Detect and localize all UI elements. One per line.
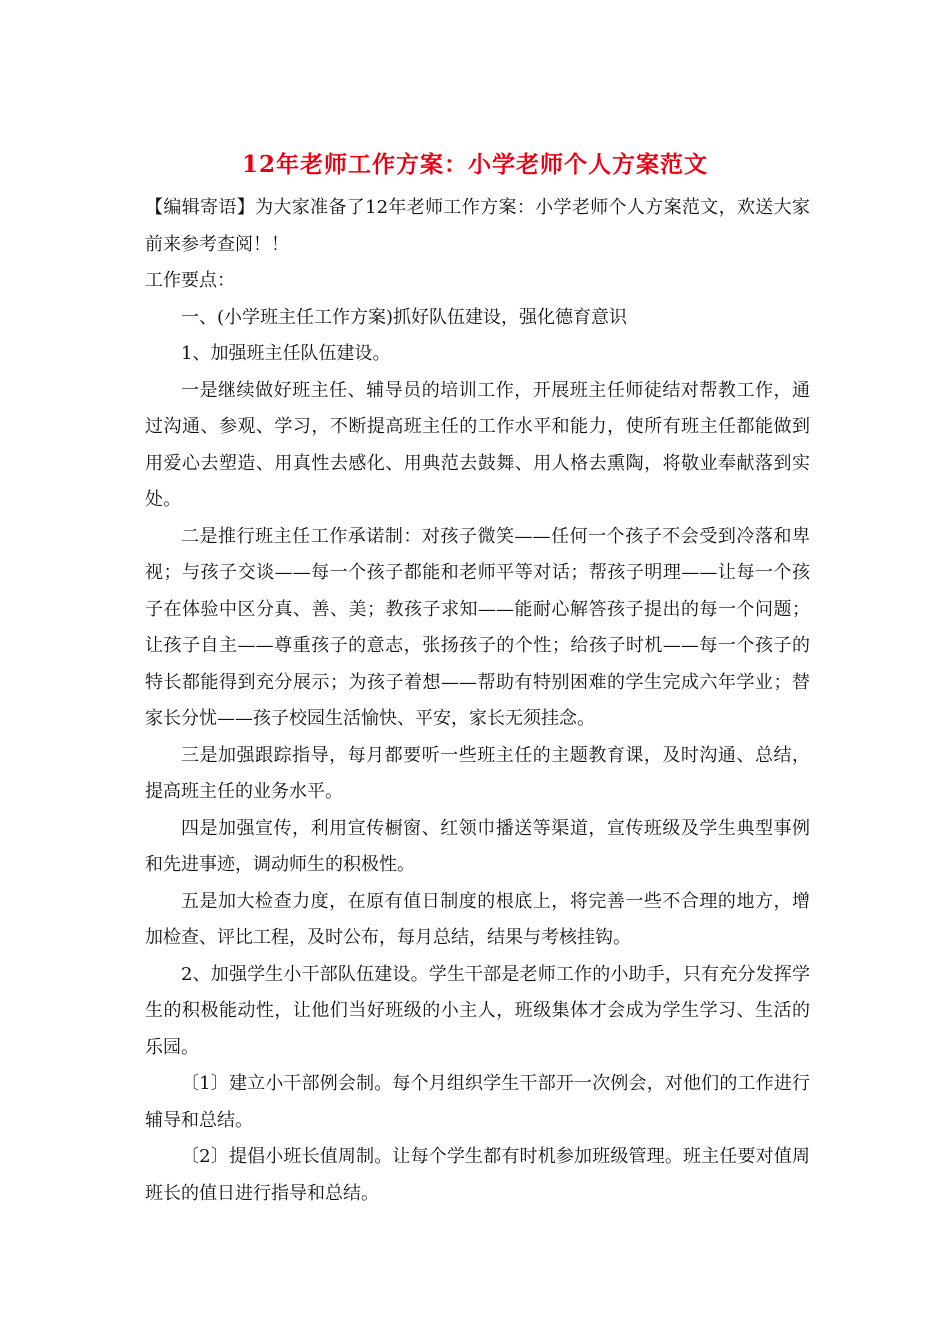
section-heading-1: 一、(小学班主任工作方案)抓好队伍建设，强化德育意识 (181, 306, 628, 328)
document-body (145, 190, 810, 1212)
document-title: 12年老师工作方案：小学老师个人方案范文 (241, 151, 708, 178)
editor-note-paragraph: 【编辑寄语】为大家准备了12年老师工作方案：小学老师个人方案范文，欢送大家前来参考查阅！！ (145, 197, 810, 255)
body-paragraph: 二是推行班主任工作承诺制：对孩子微笑——任何一个孩子不会受到冷落和卑视；与孩子交谈——每一个孩子都能和老师平等对话；帮孩子明理——让每一个孩子在体验中区分真、善、美；教孩子求知——能耐心解答孩子提出的每一个问题；让孩子自主——尊重孩子的意志，张扬孩子的个性；给孩子时机——每一个孩子的特长都能得到充分展示；为孩子着想——帮助有特别困难的学生完成六年学业；替家长分忧——孩子校园生活愉快、平安，家长无须挂念。 (145, 525, 810, 729)
body-paragraph: 四是加强宣传，利用宣传橱窗、红领巾播送等渠道，宣传班级及学生典型事例和先进事迹，调动师生的积极性。 (145, 817, 810, 875)
body-paragraph: 五是加大检查力度，在原有值日制度的根底上，将完善一些不合理的地方，增加检查、评比工程，及时公布，每月总结，结果与考核挂钩。 (145, 890, 810, 948)
work-points-heading: 工作要点： (145, 270, 235, 291)
body-paragraph: 一是继续做好班主任、辅导员的培训工作，开展班主任师徒结对帮教工作，通过沟通、参观、学习，不断提高班主任的工作水平和能力，使所有班主任都能做到用爱心去塑造、用真性去感化、用典范去鼓舞、用人格去熏陶，将敬业奉献落到实处。 (145, 379, 810, 510)
subsection-heading-2: 2、加强学生小干部队伍建设。学生干部是老师工作的小助手，只有充分发挥学生的积极能动性，让他们当好班级的小主人，班级集体才会成为学生学习、生活的乐园。 (145, 963, 810, 1058)
list-item: 〔2〕提倡小班长值周制。让每个学生都有时机参加班级管理。班主任要对值周班长的值日进行指导和总结。 (145, 1146, 810, 1204)
body-paragraph: 三是加强跟踪指导，每月都要听一些班主任的主题教育课，及时沟通、总结，提高班主任的业务水平。 (145, 744, 810, 802)
subsection-heading-1: 1、加强班主任队伍建设。 (181, 343, 391, 364)
list-item: 〔1〕建立小干部例会制。每个月组织学生干部开一次例会，对他们的工作进行辅导和总结。 (145, 1073, 810, 1131)
